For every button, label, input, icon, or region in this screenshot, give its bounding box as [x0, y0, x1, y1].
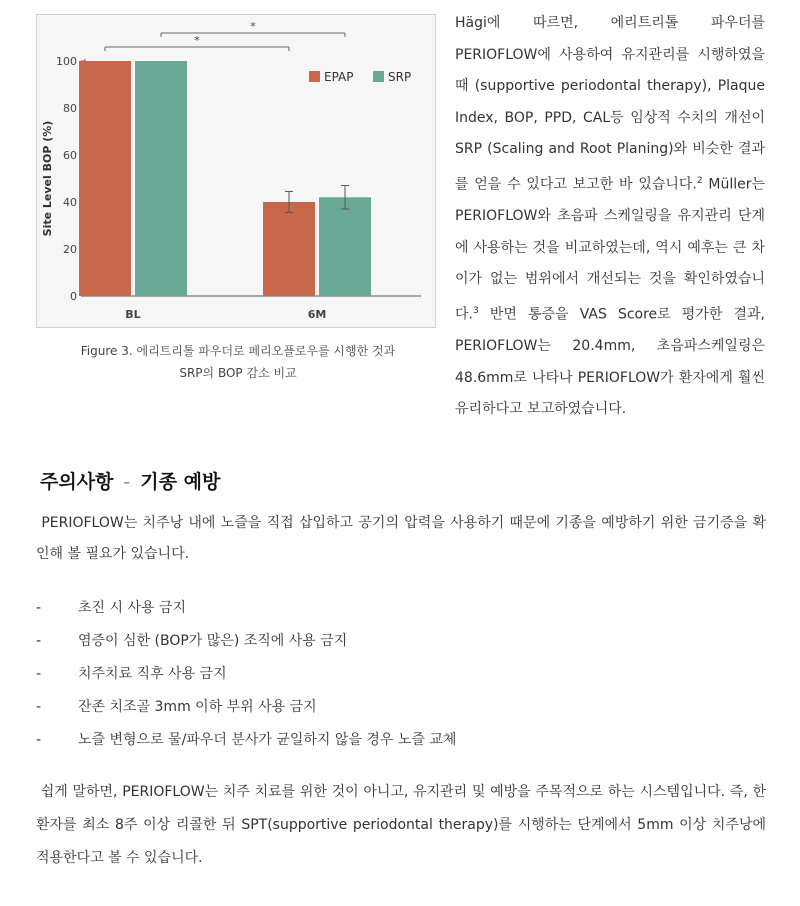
list-item-text: 노즐 변형으로 물/파우더 분사가 균일하지 않을 경우 노즐 교체: [78, 732, 457, 748]
section-title: [40, 467, 220, 494]
y-axis-label: Site Level BOP (%): [41, 120, 54, 237]
legend-label-srp: SRP: [388, 70, 412, 84]
bop-figure: [36, 14, 436, 328]
figure-caption: [36, 340, 440, 384]
y-tick-label: 60: [63, 149, 77, 162]
bop-bar-chart: [37, 15, 437, 329]
list-dash: -: [36, 633, 42, 649]
list-item-text: 잔존 치조골 3mm 이하 부위 사용 금지: [78, 699, 317, 715]
legend-swatch-srp: [373, 71, 384, 82]
x-tick-label: BL: [125, 308, 141, 321]
section-title-b: 기종 예방: [140, 471, 221, 493]
y-tick-label: 20: [63, 243, 77, 256]
list-dash: -: [36, 600, 42, 616]
list-item: [36, 592, 456, 625]
list-item-text: 초진 시 사용 금지: [78, 600, 187, 616]
list-item-text: 염증이 심한 (BOP가 많은) 조직에 사용 금지: [78, 633, 348, 649]
list-item: [36, 625, 456, 658]
significance-mark: *: [250, 20, 256, 33]
y-tick-label: 100: [56, 55, 77, 68]
section-title-a: 주의사항: [40, 471, 114, 493]
bar-srp-bl: [135, 61, 187, 296]
side-paragraph: [455, 8, 765, 426]
bar-epap-bl: [79, 61, 131, 296]
y-tick-label: 40: [63, 196, 77, 209]
y-tick-label: 80: [63, 102, 77, 115]
significance-mark: *: [194, 34, 200, 47]
side-text-1: Hägi에 따르면, 에리트리톨 파우더를 PERIOFLOW에 사용하여 유지관리를 시행하였을 때 (supportive periodontal therapy), Plaque Index, BOP, PPD, CAL등 임상적 수치의 개선이 SRP (Scaling and Root Planing)와 비슷한 결과를 얻을 수 있다고 보고한 바 있습니다.: [455, 15, 765, 193]
intro-text: PERIOFLOW는 치주낭 내에 노즐을 직접 삽입하고 공기의 압력을 사용하기 때문에 기종을 예방하기 위한 금기증을 확인해 볼 필요가 있습니다.: [36, 515, 766, 562]
reference-3: 3: [472, 306, 479, 316]
caption-line-2: SRP의 BOP 감소 비교: [179, 366, 297, 380]
list-item: [36, 691, 456, 724]
list-dash: -: [36, 699, 42, 715]
list-item-text: 치주치료 직후 사용 금지: [78, 666, 227, 682]
y-tick-label: 0: [70, 290, 77, 303]
list-item: [36, 724, 456, 757]
summary-paragraph: [36, 776, 766, 875]
list-dash: -: [36, 666, 42, 682]
side-text-2: Müller는 PERIOFLOW와 초음파 스케일링을 유지관리 단계에 사용하는 것을 비교하였는데, 역시 예후는 큰 차이가 없는 범위에서 개선되는 것을 확인하였습니다.: [455, 176, 765, 323]
summary-text: 쉽게 말하면, PERIOFLOW는 치주 치료를 위한 것이 아니고, 유지관리 및 예방을 주목적으로 하는 시스템입니다. 즉, 한 환자를 최소 8주 이상 리콜한 뒤 SPT(supportive periodontal therapy)를 시행하는 단계에서 5mm 이상 치주낭에 적용한다고 볼 수 있습니다.: [36, 784, 767, 866]
caption-line-1: Figure 3. 에리트리톨 파우더로 페리오플로우를 시행한 것과: [80, 344, 396, 358]
contraindication-list: [36, 592, 456, 757]
bar-srp-6m: [319, 197, 371, 296]
bar-epap-6m: [263, 202, 315, 296]
side-text-3: 반면 통증을 VAS Score로 평가한 결과, PERIOFLOW는 20.4mm, 초음파스케일링은 48.6mm로 나타나 PERIOFLOW가 환자에게 훨씬 유리하다고 보고하였습니다.: [455, 306, 765, 418]
title-separator: -: [123, 471, 131, 493]
list-dash: -: [36, 732, 42, 748]
list-item: [36, 658, 456, 691]
intro-paragraph: [36, 508, 766, 570]
x-tick-label: 6M: [307, 308, 327, 321]
legend-label-epap: EPAP: [324, 70, 354, 84]
reference-2: 2: [696, 175, 703, 186]
legend-swatch-epap: [309, 71, 320, 82]
